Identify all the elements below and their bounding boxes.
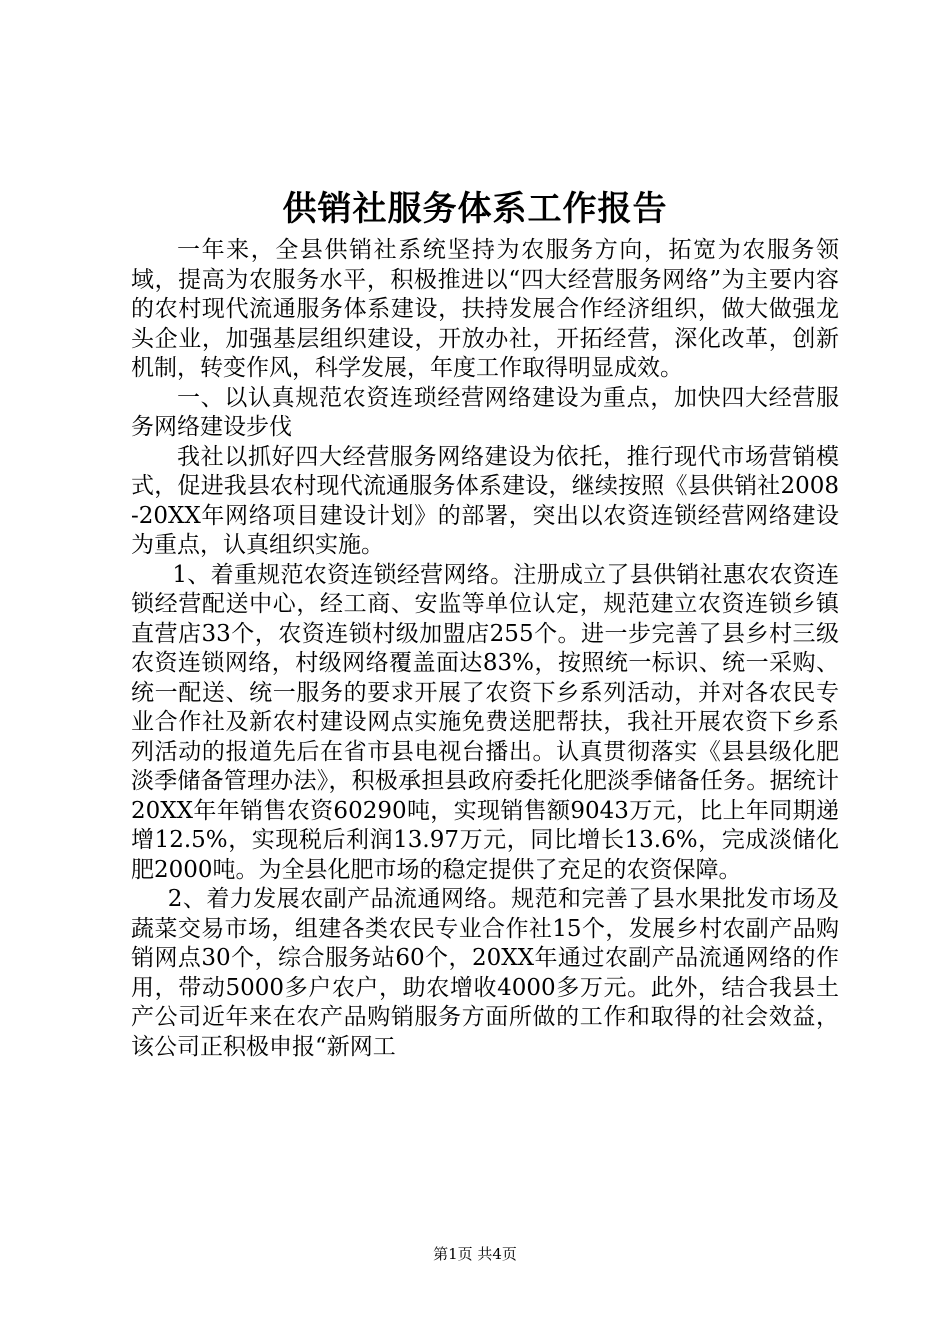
- paragraph-network-plan: 我社以抓好四大经营服务网络建设为依托，推行现代市场营销模式，促进我县农村现代流通服务体系建设，继续按照《县供销社2008-20XX年网络项目建设计划》的部署，突出以农资连锁经营网络建设为重点，认真组织实施。: [131, 443, 839, 558]
- paragraph-item-1: 1、着重规范农资连锁经营网络。注册成立了县供销社惠农农资连锁经营配送中心，经工商、安监等单位认定，规范建立农资连锁乡镇直营店33个，农资连锁村级加盟店255个。进一步完善了县乡村三级农资连锁网络，村级网络覆盖面达83%，按照统一标识、统一采购、统一配送、统一服务的要求开展了农资下乡系列活动，并对各农民专业合作社及新农村建设网点实施免费送肥帮扶，我社开展农资下乡系列活动的报道先后在省市县电视台播出。认真贯彻落实《县县级化肥淡季储备管理办法》，积极承担县政府委托化肥淡季储备任务。据统计20XX年年销售农资60290吨，实现销售额9043万元，比上年同期递增12.5%，实现税后利润13.97万元，同比增长13.6%，完成淡储化肥2000吨。为全县化肥市场的稳定提供了充足的农资保障。: [131, 561, 839, 883]
- paragraph-intro: 一年来，全县供销社系统坚持为农服务方向，拓宽为农服务领域，提高为农服务水平，积极推进以“四大经营服务网络”为主要内容的农村现代流通服务体系建设，扶持发展合作经济组织，做大做强龙头企业，加强基层组织建设，开放办社，开拓经营，深化改革，创新机制，转变作风，科学发展，年度工作取得明显成效。: [131, 237, 839, 381]
- paragraph-section-heading: 一、以认真规范农资连琐经营网络建设为重点，加快四大经营服务网络建设步伐: [131, 384, 839, 440]
- document-body: [131, 236, 839, 1062]
- page-number-footer: 第1页 共4页: [433, 1245, 517, 1263]
- document-title: 供销社服务体系工作报告: [282, 189, 668, 229]
- paragraph-item-2: 2、着力发展农副产品流通网络。规范和完善了县水果批发市场及蔬菜交易市场，组建各类农民专业合作社15个，发展乡村农副产品购销网点30个，综合服务站60个，20XX年通过农副产品流通网络的作用，带动5000多户农户，助农增收4000多万元。此外，结合我县土产公司近年来在农产品购销服务方面所做的工作和取得的社会效益，该公司正积极申报“新网工: [131, 886, 839, 1060]
